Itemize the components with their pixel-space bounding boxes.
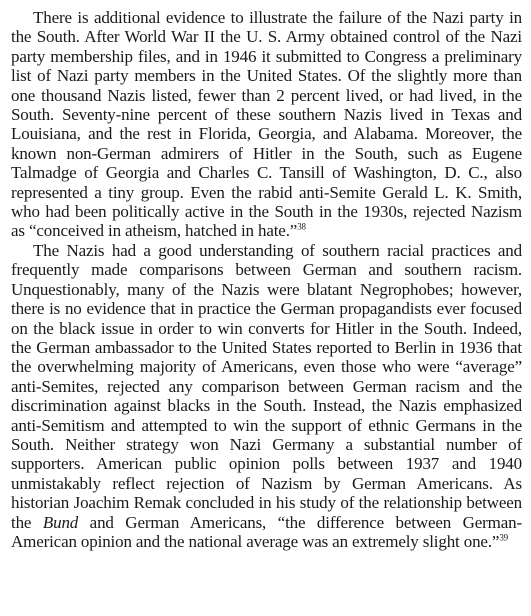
paragraph-2-text-b: and German Americans, “the difference between German-American opinion and the national average was an extremely slight one.” (11, 512, 523, 551)
footnote-ref-39: 39 (499, 532, 509, 543)
paragraph-2 (11, 241, 522, 552)
paragraph-1 (11, 8, 522, 241)
bund-italic: Bund (42, 512, 79, 532)
paragraph-2-text-a: The Nazis had a good understanding of southern racial practices and frequently made comparisons between German and southern racism. Unquestionably, many of the Nazis were blatant Negrophobes; however, there is no evidence that in practice the German propagandists ever focused on the black issue in order to win converts for Hitler in the South. Indeed, the German ambassador to the United States reported to Berlin in 1936 that the overwhelming majority of Americans, even those who were “average” anti-Semites, rejected any comparison between German racism and the discrimination against blacks in the South. Instead, the Nazis emphasized anti-Semitism and attempted to win the support of ethnic Germans in the South. Neither strategy won Nazi Germany a substantial number of supporters. American public opinion polls between 1937 and 1940 unmistakably reflect rejection of Nazism by German Americans. As historian Joachim Remak concluded in his study of the relationship between the (11, 240, 522, 532)
footnote-ref-38: 38 (297, 221, 306, 232)
paragraph-1-text: There is additional evidence to illustrate the failure of the Nazi party in the South. After World War II the U. S. Army obtained control of the Nazi party membership files, and in 1946 it submitted to Congress a preliminary list of Nazi party members in the United States. Of the slightly more than one thousand Nazis listed, fewer than 2 percent lived, or had lived, in the South. Seventy-nine percent of these southern Nazis lived in Texas and Louisiana, and the rest in Florida, Georgia, and Alabama. Moreover, the known non-German admirers of Hitler in the South, such as Eugene Talmadge of Georgia and Charles C. Tansill of Washington, D. C., also represented a tiny group. Even the rabid anti-Semite Gerald L. K. Smith, who had been politically active in the South in the 1930s, rejected Nazism as “conceived in atheism, hatched in hate.” (11, 8, 522, 241)
